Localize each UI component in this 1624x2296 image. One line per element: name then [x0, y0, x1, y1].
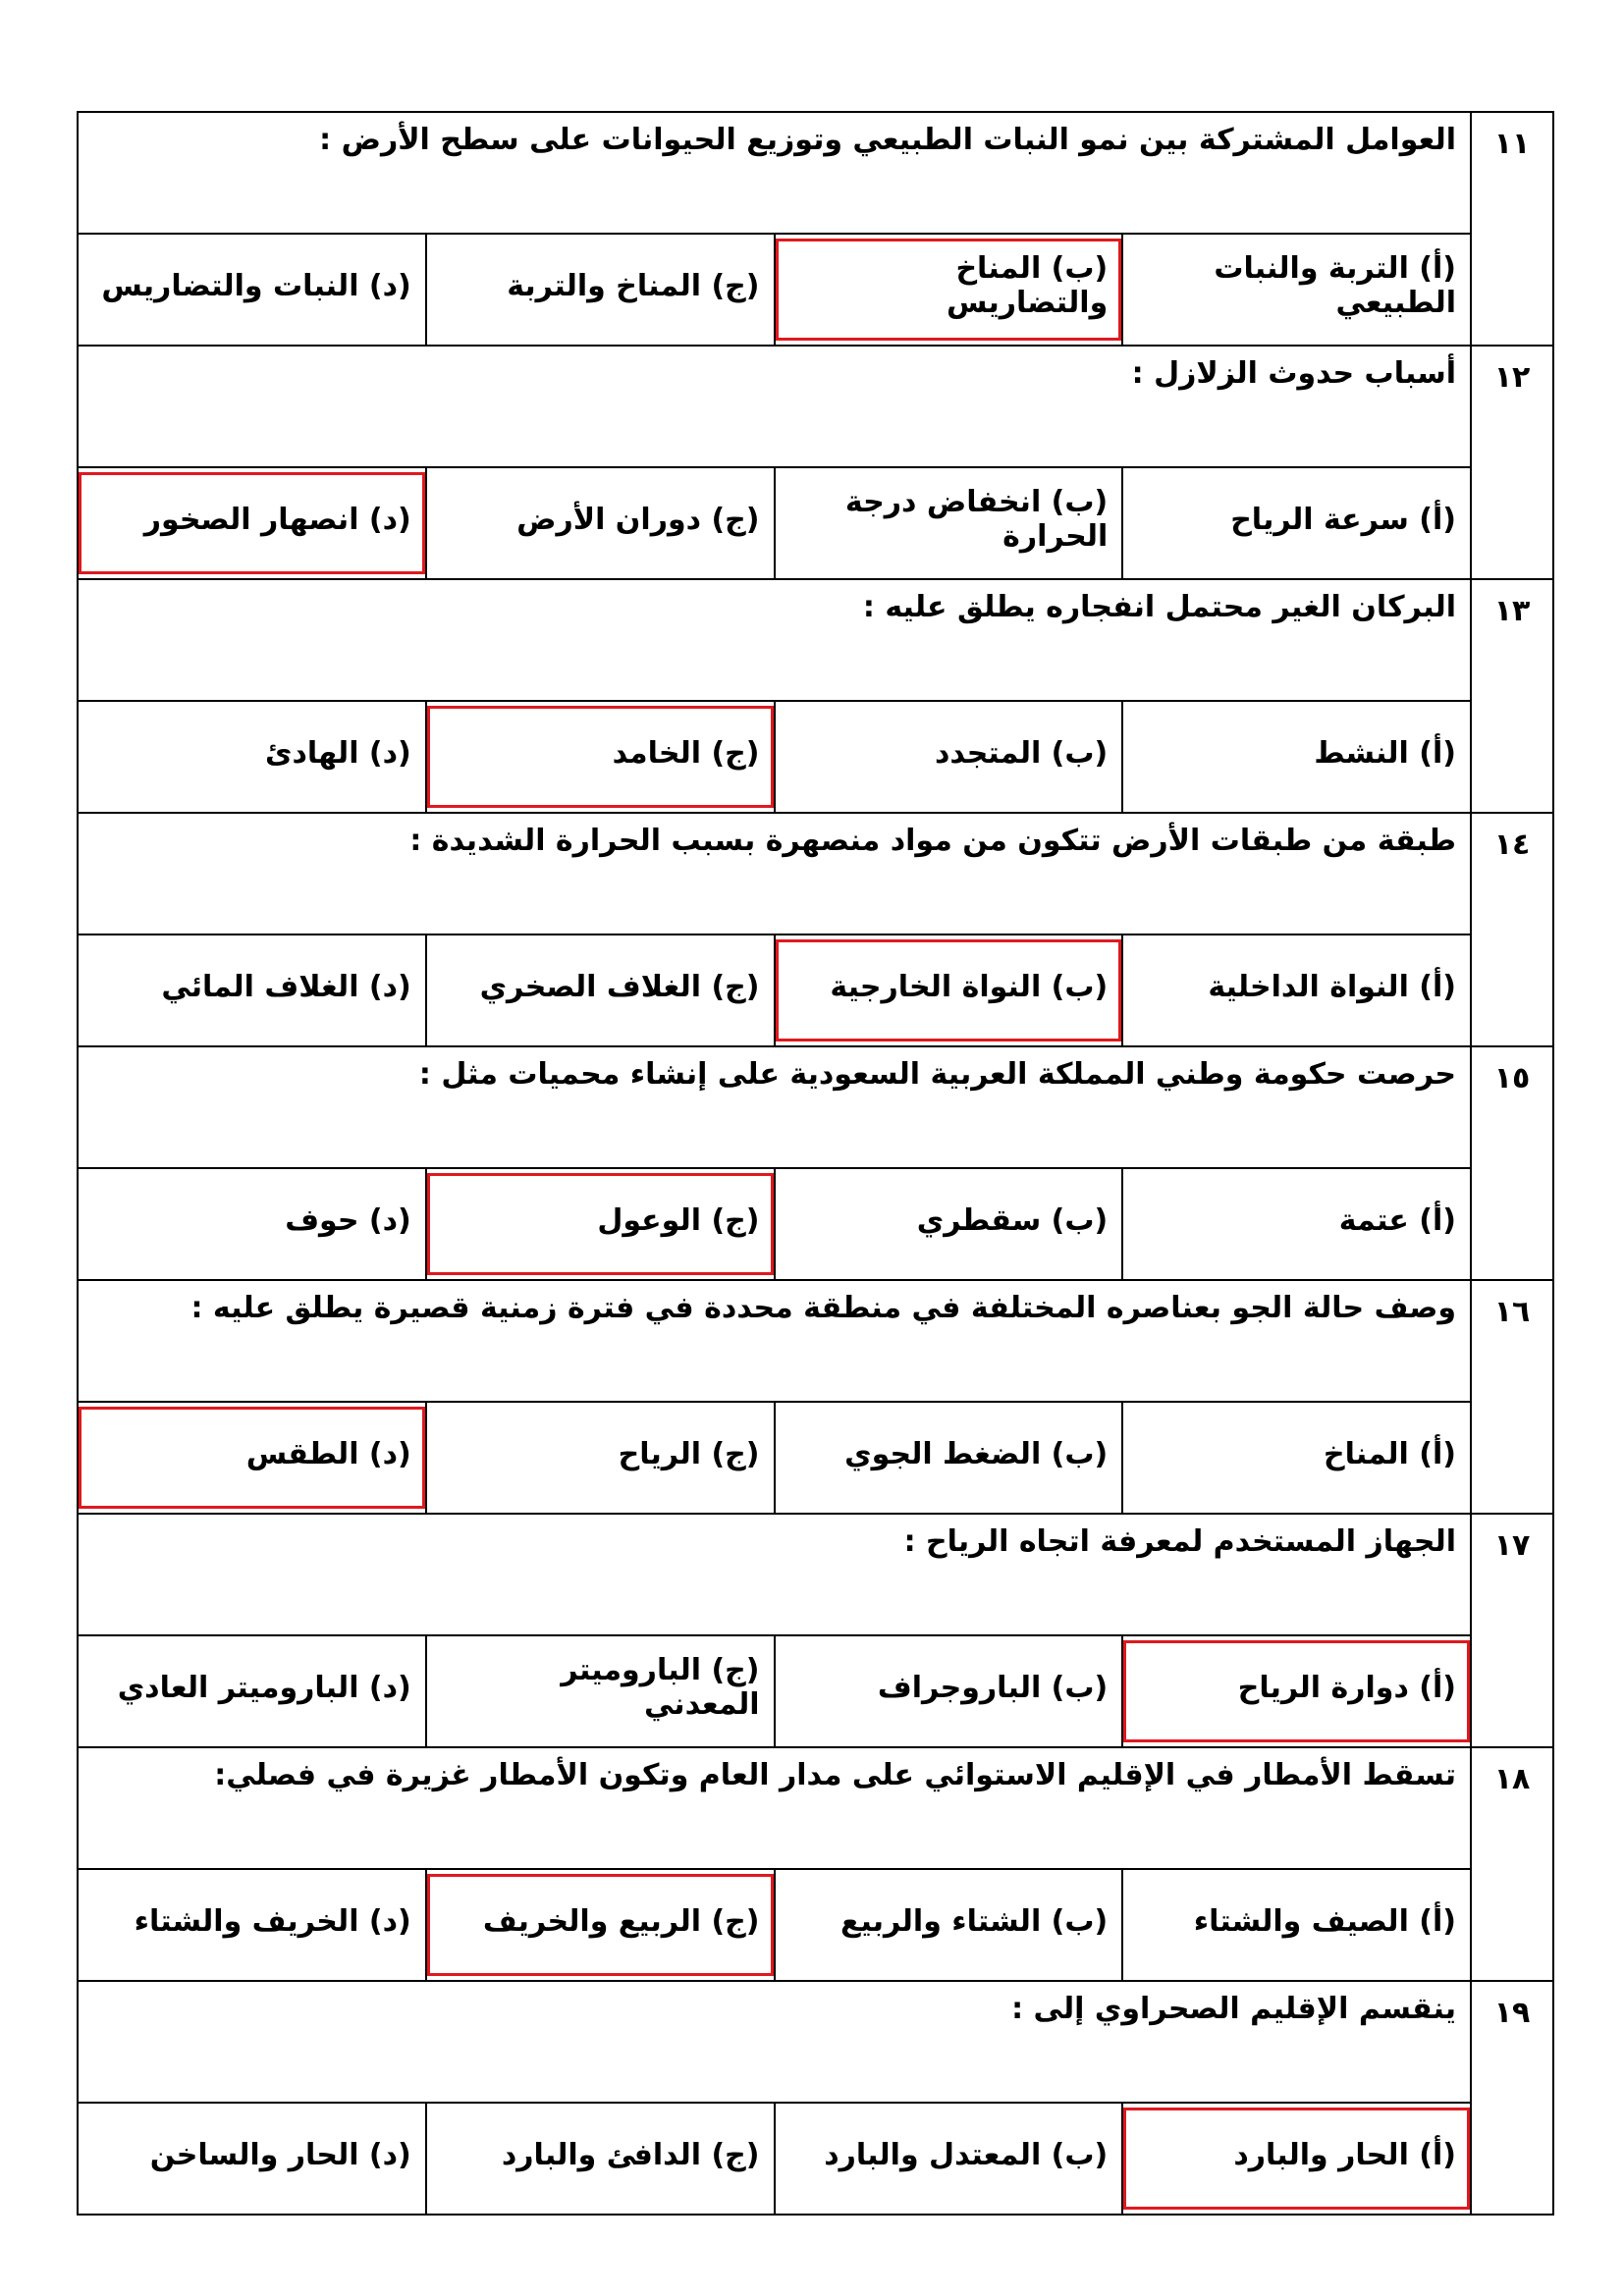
- quiz-table: [77, 111, 1554, 2216]
- options-row: [78, 1168, 1553, 1280]
- answer-option-label: (ب) المتجدد: [934, 735, 1109, 771]
- answer-option[interactable]: [426, 934, 775, 1046]
- answer-option-label: (ج) الخامد: [612, 735, 760, 771]
- answer-option[interactable]: [78, 2103, 426, 2215]
- answer-option-label: (د) الغلاف المائي: [161, 969, 411, 1004]
- question-number: [1471, 579, 1553, 813]
- answer-option-label: (ب) الضغط الجوي: [844, 1436, 1109, 1471]
- answer-option-label: (أ) دوارة الرياح: [1237, 1670, 1456, 1705]
- answer-option[interactable]: [78, 1402, 426, 1514]
- answer-option-label: (أ) سرعة الرياح: [1230, 502, 1456, 537]
- answer-option-label: (أ) النواة الداخلية: [1208, 969, 1456, 1004]
- answer-option-label: (د) الطقس: [245, 1436, 411, 1471]
- answer-option-label: (ج) المناخ والتربة: [507, 268, 760, 303]
- question-row: [78, 579, 1553, 701]
- answer-option[interactable]: [78, 1168, 426, 1280]
- question-row: [78, 1280, 1553, 1402]
- answer-option-label: (ج) الدافئ والبارد: [501, 2137, 760, 2172]
- question-number-label: ١٢: [1493, 360, 1531, 395]
- question-number: [1471, 346, 1553, 579]
- answer-option[interactable]: [1122, 701, 1471, 813]
- options-row: [78, 1635, 1553, 1747]
- question-text: ينقسم الإقليم الصحراوي إلى :: [78, 1981, 1471, 2103]
- question-text: الجهاز المستخدم لمعرفة اتجاه الرياح :: [78, 1514, 1471, 1635]
- answer-option-label: (أ) الصيف والشتاء: [1193, 1903, 1456, 1939]
- answer-option[interactable]: [426, 1635, 775, 1747]
- answer-option[interactable]: [775, 934, 1123, 1046]
- question-number: [1471, 1514, 1553, 1747]
- answer-option[interactable]: [775, 1635, 1123, 1747]
- question-text: حرصت حكومة وطني المملكة العربية السعودية على إنشاء محميات مثل :: [78, 1046, 1471, 1168]
- question-text: وصف حالة الجو بعناصره المختلفة في منطقة محددة في فترة زمنية قصيرة يطلق عليه :: [78, 1280, 1471, 1402]
- answer-option[interactable]: [426, 234, 775, 346]
- question-row: [78, 1747, 1553, 1869]
- answer-option[interactable]: [1122, 2103, 1471, 2215]
- answer-option-label: (ج) الرياح: [618, 1436, 760, 1471]
- question-text: طبقة من طبقات الأرض تتكون من مواد منصهرة بسبب الحرارة الشديدة :: [78, 813, 1471, 934]
- answer-option-label: (ب) المعتدل والبارد: [824, 2137, 1109, 2172]
- answer-option[interactable]: [775, 1168, 1123, 1280]
- answer-option[interactable]: [78, 467, 426, 579]
- answer-option[interactable]: [1122, 1168, 1471, 1280]
- answer-option-label: (د) الحار والساخن: [149, 2137, 411, 2172]
- question-number-label: ١٨: [1493, 1762, 1531, 1796]
- answer-option[interactable]: [1122, 1869, 1471, 1981]
- answer-option[interactable]: [775, 1402, 1123, 1514]
- answer-option[interactable]: [775, 234, 1123, 346]
- answer-option[interactable]: [775, 701, 1123, 813]
- answer-option-label: (د) الباروميتر العادي: [117, 1670, 411, 1705]
- question-number-label: ١٦: [1493, 1295, 1531, 1329]
- question-row: [78, 1046, 1553, 1168]
- answer-option[interactable]: [1122, 1635, 1471, 1747]
- answer-option-label: (ب) المناخ والتضاريس: [947, 251, 1109, 320]
- question-number-label: ١٥: [1493, 1061, 1531, 1095]
- answer-option-label: (د) حوف: [285, 1202, 411, 1238]
- answer-option-label: (ب) الباروجراف: [877, 1670, 1109, 1705]
- answer-option[interactable]: [426, 701, 775, 813]
- question-row: [78, 346, 1553, 467]
- question-text: أسباب حدوث الزلازل :: [78, 346, 1471, 467]
- question-number: [1471, 1747, 1553, 1981]
- question-number: [1471, 813, 1553, 1046]
- options-row: [78, 1869, 1553, 1981]
- answer-option-label: (ج) دوران الأرض: [516, 502, 760, 537]
- question-row: [78, 813, 1553, 934]
- question-number: [1471, 1046, 1553, 1280]
- answer-option[interactable]: [1122, 467, 1471, 579]
- answer-option-label: (ج) الغلاف الصخري: [479, 969, 760, 1004]
- answer-option[interactable]: [426, 1402, 775, 1514]
- answer-option[interactable]: [1122, 934, 1471, 1046]
- answer-option[interactable]: [426, 1869, 775, 1981]
- answer-option-label: (د) الخريف والشتاء: [134, 1903, 411, 1939]
- answer-option[interactable]: [1122, 1402, 1471, 1514]
- question-number-label: ١٧: [1493, 1528, 1531, 1563]
- answer-option[interactable]: [1122, 234, 1471, 346]
- answer-option[interactable]: [426, 2103, 775, 2215]
- answer-option[interactable]: [426, 1168, 775, 1280]
- answer-option-label: (ب) الشتاء والربيع: [840, 1903, 1109, 1939]
- options-row: [78, 1402, 1553, 1514]
- answer-option[interactable]: [775, 467, 1123, 579]
- answer-option-label: (ج) الربيع والخريف: [482, 1903, 760, 1939]
- answer-option[interactable]: [78, 234, 426, 346]
- question-row: [78, 112, 1553, 234]
- question-number-label: ١١: [1493, 127, 1531, 161]
- options-row: [78, 2103, 1553, 2215]
- answer-option-label: (أ) عتمة: [1338, 1202, 1456, 1238]
- answer-option-label: (ب) النواة الخارجية: [830, 969, 1109, 1004]
- answer-option[interactable]: [78, 1635, 426, 1747]
- question-row: [78, 1514, 1553, 1635]
- question-number-label: ١٤: [1493, 828, 1531, 862]
- answer-option-label: (أ) الحار والبارد: [1233, 2137, 1456, 2172]
- answer-option-label: (د) الهادئ: [264, 735, 411, 771]
- question-number: [1471, 1280, 1553, 1514]
- options-row: [78, 934, 1553, 1046]
- answer-option-label: (ج) الباروميتر المعدني: [561, 1653, 760, 1722]
- answer-option-label: (أ) النشط: [1314, 735, 1456, 771]
- answer-option[interactable]: [426, 467, 775, 579]
- question-number: [1471, 1981, 1553, 2215]
- answer-option-label: (ج) الوعول: [597, 1202, 760, 1238]
- answer-option[interactable]: [775, 1869, 1123, 1981]
- answer-option-label: (أ) المناخ: [1324, 1436, 1456, 1471]
- answer-option-label: (أ) التربة والنبات الطبيعي: [1214, 251, 1456, 320]
- question-row: [78, 1981, 1553, 2103]
- answer-option-label: (د) انصهار الصخور: [143, 502, 411, 537]
- answer-option[interactable]: [775, 2103, 1123, 2215]
- question-number-label: ١٩: [1493, 1996, 1531, 2030]
- question-text: تسقط الأمطار في الإقليم الاستوائي على مدار العام وتكون الأمطار غزيرة في فصلي:: [78, 1747, 1471, 1869]
- answer-option-label: (د) النبات والتضاريس: [101, 268, 411, 303]
- options-row: [78, 467, 1553, 579]
- options-row: [78, 234, 1553, 346]
- answer-option-label: (ب) سقطري: [916, 1202, 1109, 1238]
- question-number: [1471, 112, 1553, 346]
- options-row: [78, 701, 1553, 813]
- question-number-label: ١٣: [1493, 594, 1531, 628]
- answer-option[interactable]: [78, 1869, 426, 1981]
- answer-option-label: (ب) انخفاض درجة الحرارة: [844, 485, 1109, 554]
- question-text: العوامل المشتركة بين نمو النبات الطبيعي وتوزيع الحيوانات على سطح الأرض :: [78, 112, 1471, 234]
- question-text: البركان الغير محتمل انفجاره يطلق عليه :: [78, 579, 1471, 701]
- answer-option[interactable]: [78, 701, 426, 813]
- answer-option[interactable]: [78, 934, 426, 1046]
